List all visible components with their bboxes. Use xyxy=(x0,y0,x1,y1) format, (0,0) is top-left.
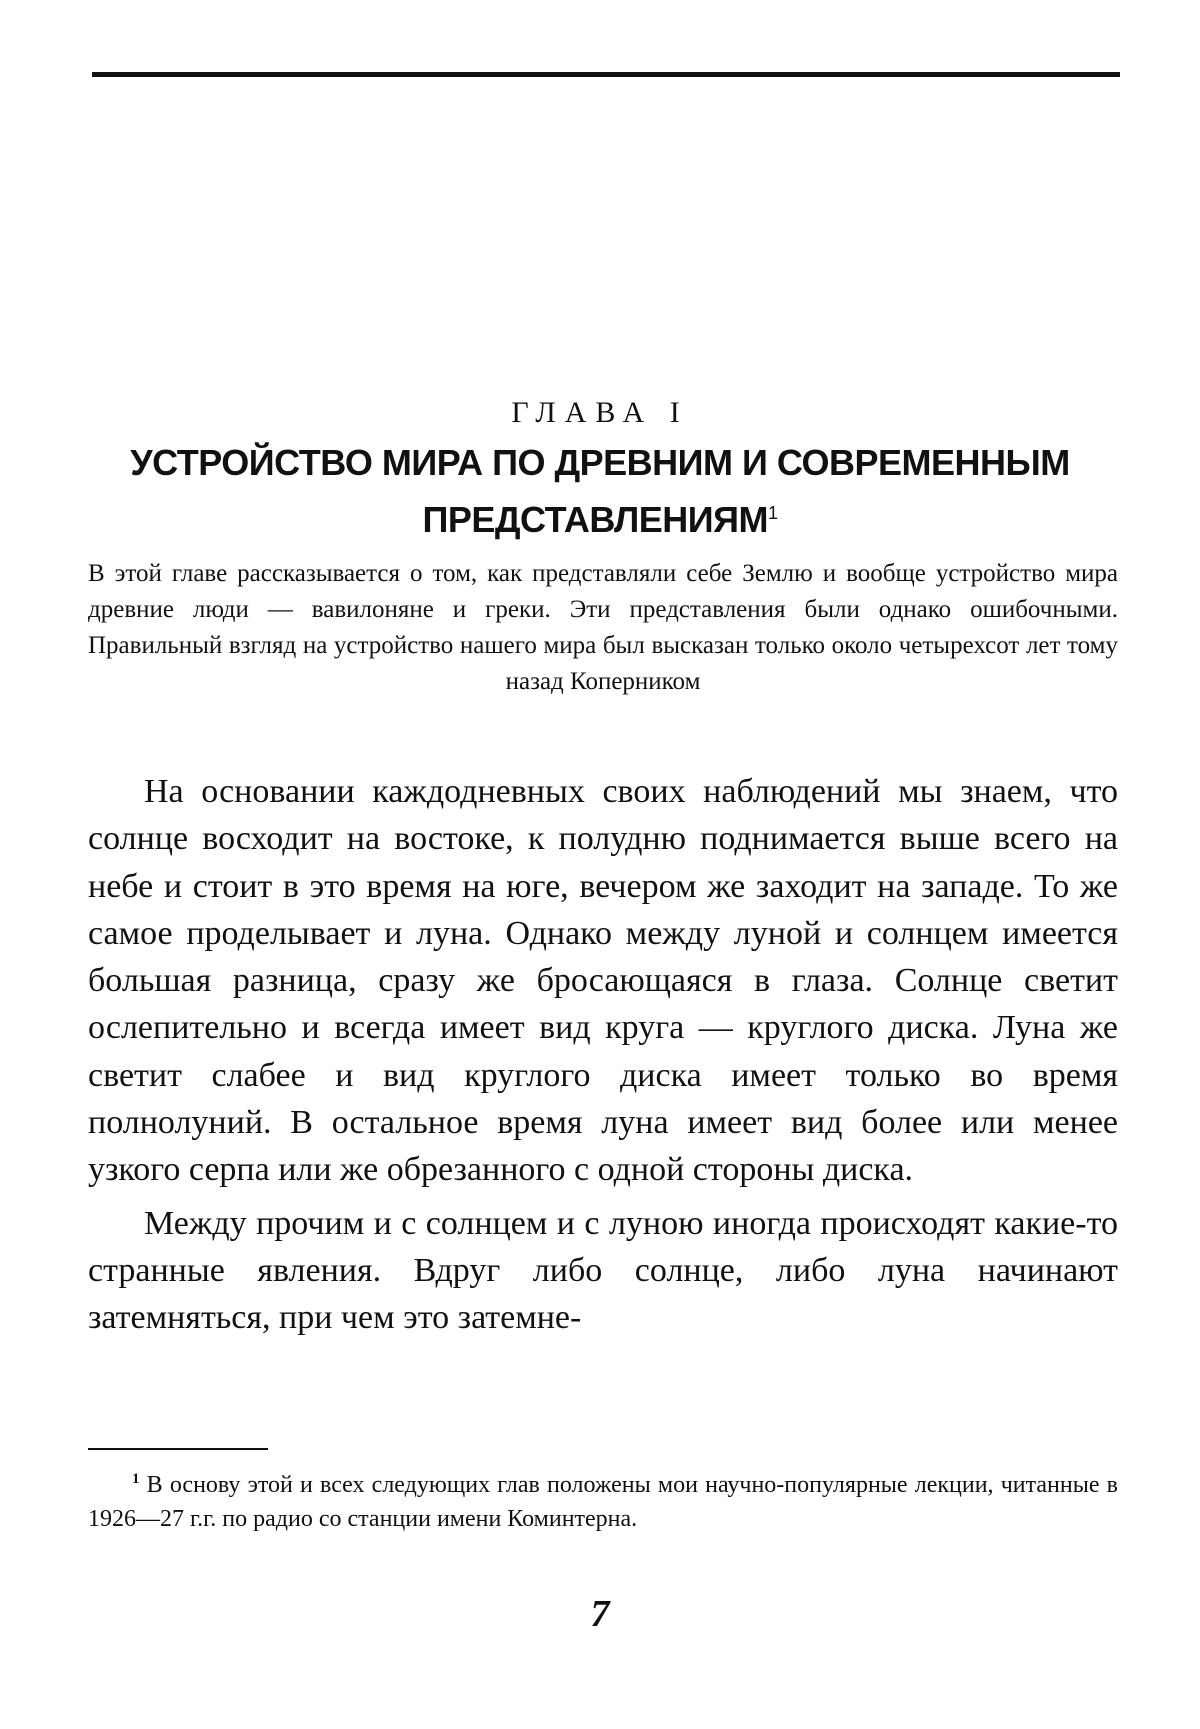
footnote-rule xyxy=(88,1448,268,1450)
chapter-title-footnote-mark: 1 xyxy=(767,503,778,523)
chapter-label: ГЛАВА I xyxy=(511,396,689,429)
top-rule xyxy=(92,72,1120,77)
chapter-summary: В этой главе рассказывается о том, как представляли себе Землю и вообще устройство мира древние люди — вавилоняне и греки. Эти представления были однако ошибочными. Правильный взгляд на устройство нашего мира был высказан только около четырехсот лет тому назад Коперником xyxy=(88,560,1118,695)
page-number: 7 xyxy=(590,1593,610,1635)
footnote-mark: 1 xyxy=(132,1471,140,1487)
footnote xyxy=(88,1462,1118,1536)
chapter-title xyxy=(80,438,1120,545)
chapter-title-text: УСТРОЙСТВО МИРА ПО ДРЕВНИМ И СОВРЕМЕННЫМ ПРЕДСТАВЛЕНИЯМ xyxy=(130,442,1070,540)
body-paragraph-1: На основании каждодневных своих наблюдений мы знаем, что солнце восходит на востоке, к полудню поднимается выше всего на небе и стоит в это время на юге, вечером же заходит на западе. То же самое проделывает и луна. Однако между луной и солнцем имеется большая разница, сразу же бросающаяся в глаза. Солнце светит ослепительно и всегда имеет вид круга — круглого диска. Луна же светит слабее и вид круглого диска имеет только во время полнолуний. В остальное время луна имеет вид более или менее узкого серпа или же обрезанного с одной стороны диска. xyxy=(88,773,1118,1189)
body-text xyxy=(88,768,1118,1342)
footnote-text: В основу этой и всех следующих глав положены мои научно-популярные лекции, читанные в 1926—27 г.г. по радио со станции имени Коминтерна. xyxy=(88,1472,1118,1532)
body-paragraph-2: Между прочим и с солнцем и с луною иногда происходят какие-то странные явления. Вдруг либо солнце, либо луна начинают затемняться, при чем это затемне- xyxy=(88,1204,1118,1337)
